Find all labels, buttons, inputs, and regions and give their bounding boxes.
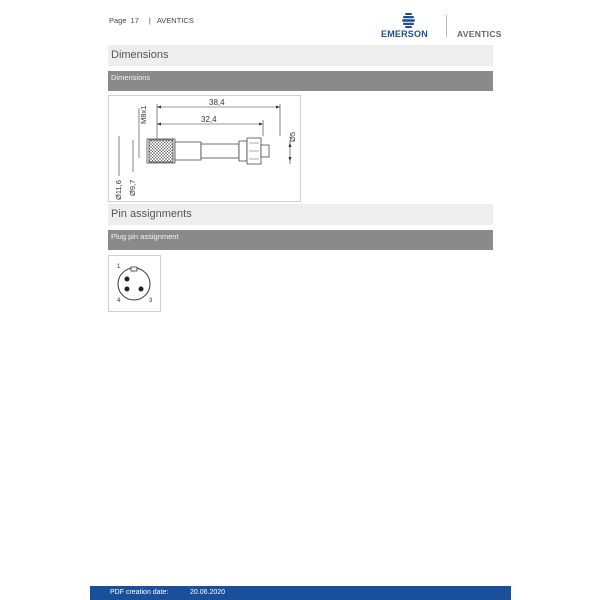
dim-diameter-outer: Ø11,6 xyxy=(114,180,123,200)
emerson-logo-text: EMERSON xyxy=(381,29,428,39)
pin-label-1: 1 xyxy=(117,264,121,270)
footer-bar xyxy=(90,586,511,600)
dim-diameter-cable: Ø5 xyxy=(288,131,297,142)
pin-assignment-drawing xyxy=(108,255,161,312)
section-title-dimensions: Dimensions xyxy=(108,45,493,66)
subsection-title-plug-pin: Plug pin assignment xyxy=(108,230,493,250)
emerson-logo-icon xyxy=(381,12,437,30)
dim-diameter-inner: Ø9,7 xyxy=(128,179,137,196)
dimension-drawing xyxy=(108,95,301,202)
footer-label: PDF creation date: xyxy=(110,589,169,596)
page-label: Page xyxy=(109,16,127,25)
dim-inner-length: 32,4 xyxy=(201,115,217,124)
aventics-logo-text: AVENTICS xyxy=(457,29,502,39)
page-number: 17 xyxy=(130,16,139,25)
header-separator: | xyxy=(148,16,151,25)
logo-divider xyxy=(446,15,447,37)
emerson-logo xyxy=(381,12,437,40)
dim-overall-length: 38,4 xyxy=(209,98,225,107)
dim-thread: M8x1 xyxy=(139,105,148,124)
pin-label-4: 4 xyxy=(117,298,121,304)
pin-label-3: 3 xyxy=(149,298,153,304)
page-header xyxy=(109,16,198,25)
header-brand: AVENTICS xyxy=(156,16,194,25)
section-title-pin-assignments: Pin assignments xyxy=(108,204,493,225)
footer-date: 20.06.2020 xyxy=(190,589,226,596)
subsection-title-dimensions: Dimensions xyxy=(108,71,493,91)
